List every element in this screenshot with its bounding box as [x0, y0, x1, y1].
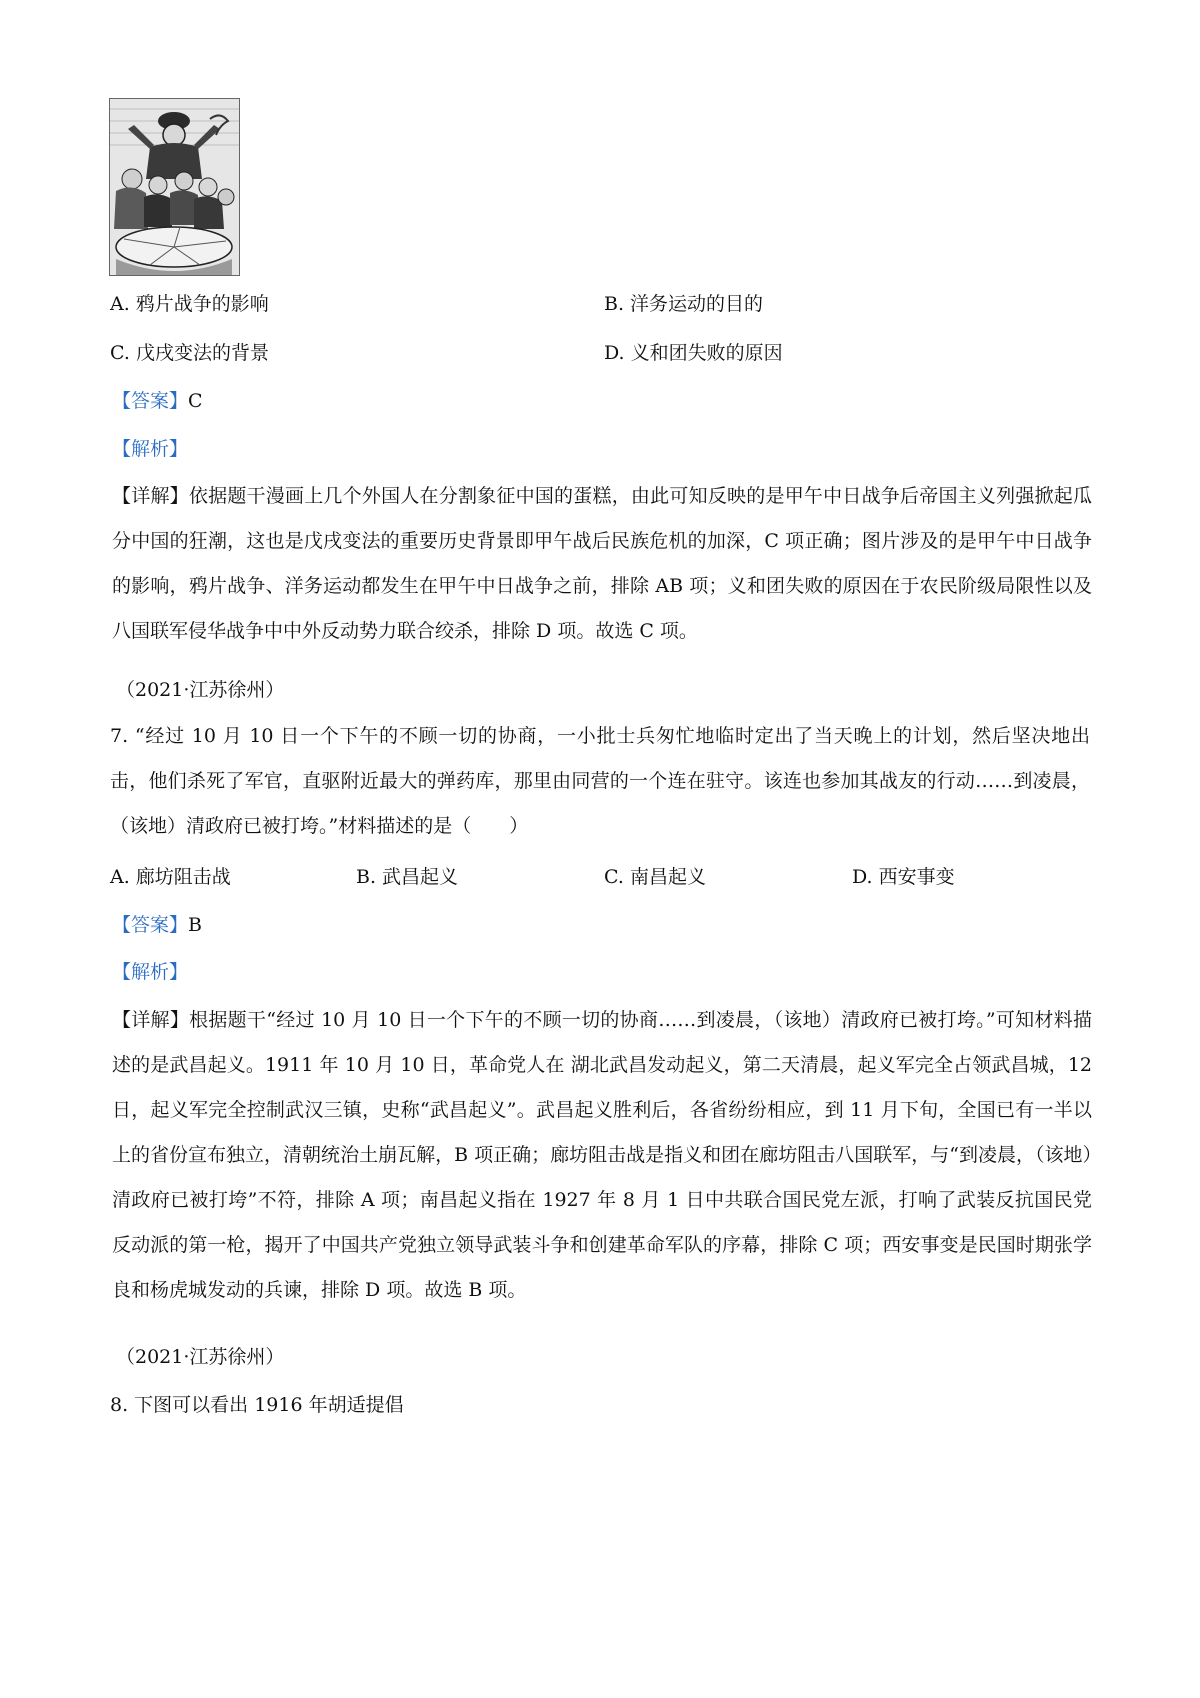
- detail-paragraph: [112, 474, 1092, 654]
- detail-paragraph: [112, 998, 1092, 1313]
- answer-line: [112, 388, 203, 414]
- option-c: C. 戊戌变法的背景: [110, 342, 269, 364]
- analysis-tag: 【解析】: [112, 961, 189, 983]
- detail-text: 根据题干“经过 10 月 10 日一个下午的不顾一切的协商……到凌晨，（该地）清政府已被打垮。”可知材料描述的是武昌起义。1911 年 10 月 10 日，革命党人在 湖北武昌发动起义，第二天清晨，起义军完全占领武昌城，12 日，起义军完全控制武汉三镇，史称“武昌起义”。武昌起义胜利后，各省纷纷相应，到 11 月下旬，全国已有一半以上的省份宣布独立，清朝统治土崩瓦解，B 项正确；廊坊阻击战是指义和团在廊坊阻击八国联军，与“到凌晨，（该地）清政府已被打垮”不符，排除 A 项；南昌起义指在 1927 年 8 月 1 日中共联合国民党左派，打响了武装反抗国民党反动派的第一枪，揭开了中国共产党独立领导武装斗争和创建革命军队的序幕，排除 C 项；西安事变是民国时期张学良和杨虎城发动的兵谏，排除 D 项。故选 B 项。: [112, 1009, 1092, 1301]
- source-citation: （2021·江苏徐州）: [116, 679, 285, 701]
- option-c: C. 南昌起义: [604, 866, 706, 888]
- option-d: D. 西安事变: [852, 866, 955, 888]
- option-a: A. 鸦片战争的影响: [110, 293, 269, 315]
- detail-tag: 【详解】: [112, 1009, 190, 1031]
- answer-value: C: [188, 390, 203, 412]
- answer-tag: 【答案】: [112, 390, 189, 412]
- option-a: A. 廊坊阻击战: [110, 866, 231, 888]
- question-stem: 7. “经过 10 月 10 日一个下午的不顾一切的协商，一小批士兵匆忙地临时定出了当天晚上的计划，然后坚决地出击，他们杀死了军官，直驱附近最大的弹药库，那里由同营的一个连在驻守。该连也参加其战友的行动……到凌晨，（该地）清政府已被打垮。”材料描述的是（ ）: [110, 725, 1090, 837]
- option-d: D. 义和团失败的原因: [604, 342, 783, 364]
- option-b: B. 武昌起义: [356, 866, 459, 888]
- option-b: B. 洋务运动的目的: [604, 293, 764, 315]
- detail-text: 依据题干漫画上几个外国人在分割象征中国的蛋糕，由此可知反映的是甲午中日战争后帝国主义列强掀起瓜分中国的狂潮，这也是戊戌变法的重要历史背景即甲午战后民族危机的加深，C 项正确；图片涉及的是甲午中日战争的影响，鸦片战争、洋务运动都发生在甲午中日战争之前，排除 AB 项；义和团失败的原因在于农民阶级局限性以及八国联军侵华战争中中外反动势力联合绞杀，排除 D 项。故选 C 项。: [112, 485, 1092, 642]
- source-citation: （2021·江苏徐州）: [116, 1346, 285, 1368]
- analysis-tag: 【解析】: [112, 438, 189, 460]
- answer-value: B: [188, 914, 202, 936]
- detail-tag: 【详解】: [112, 485, 189, 507]
- question-stem: 8. 下图可以看出 1916 年胡适提倡: [110, 1394, 404, 1416]
- cartoon-image: [109, 98, 240, 276]
- answer-line: [112, 912, 202, 938]
- answer-tag: 【答案】: [112, 914, 189, 936]
